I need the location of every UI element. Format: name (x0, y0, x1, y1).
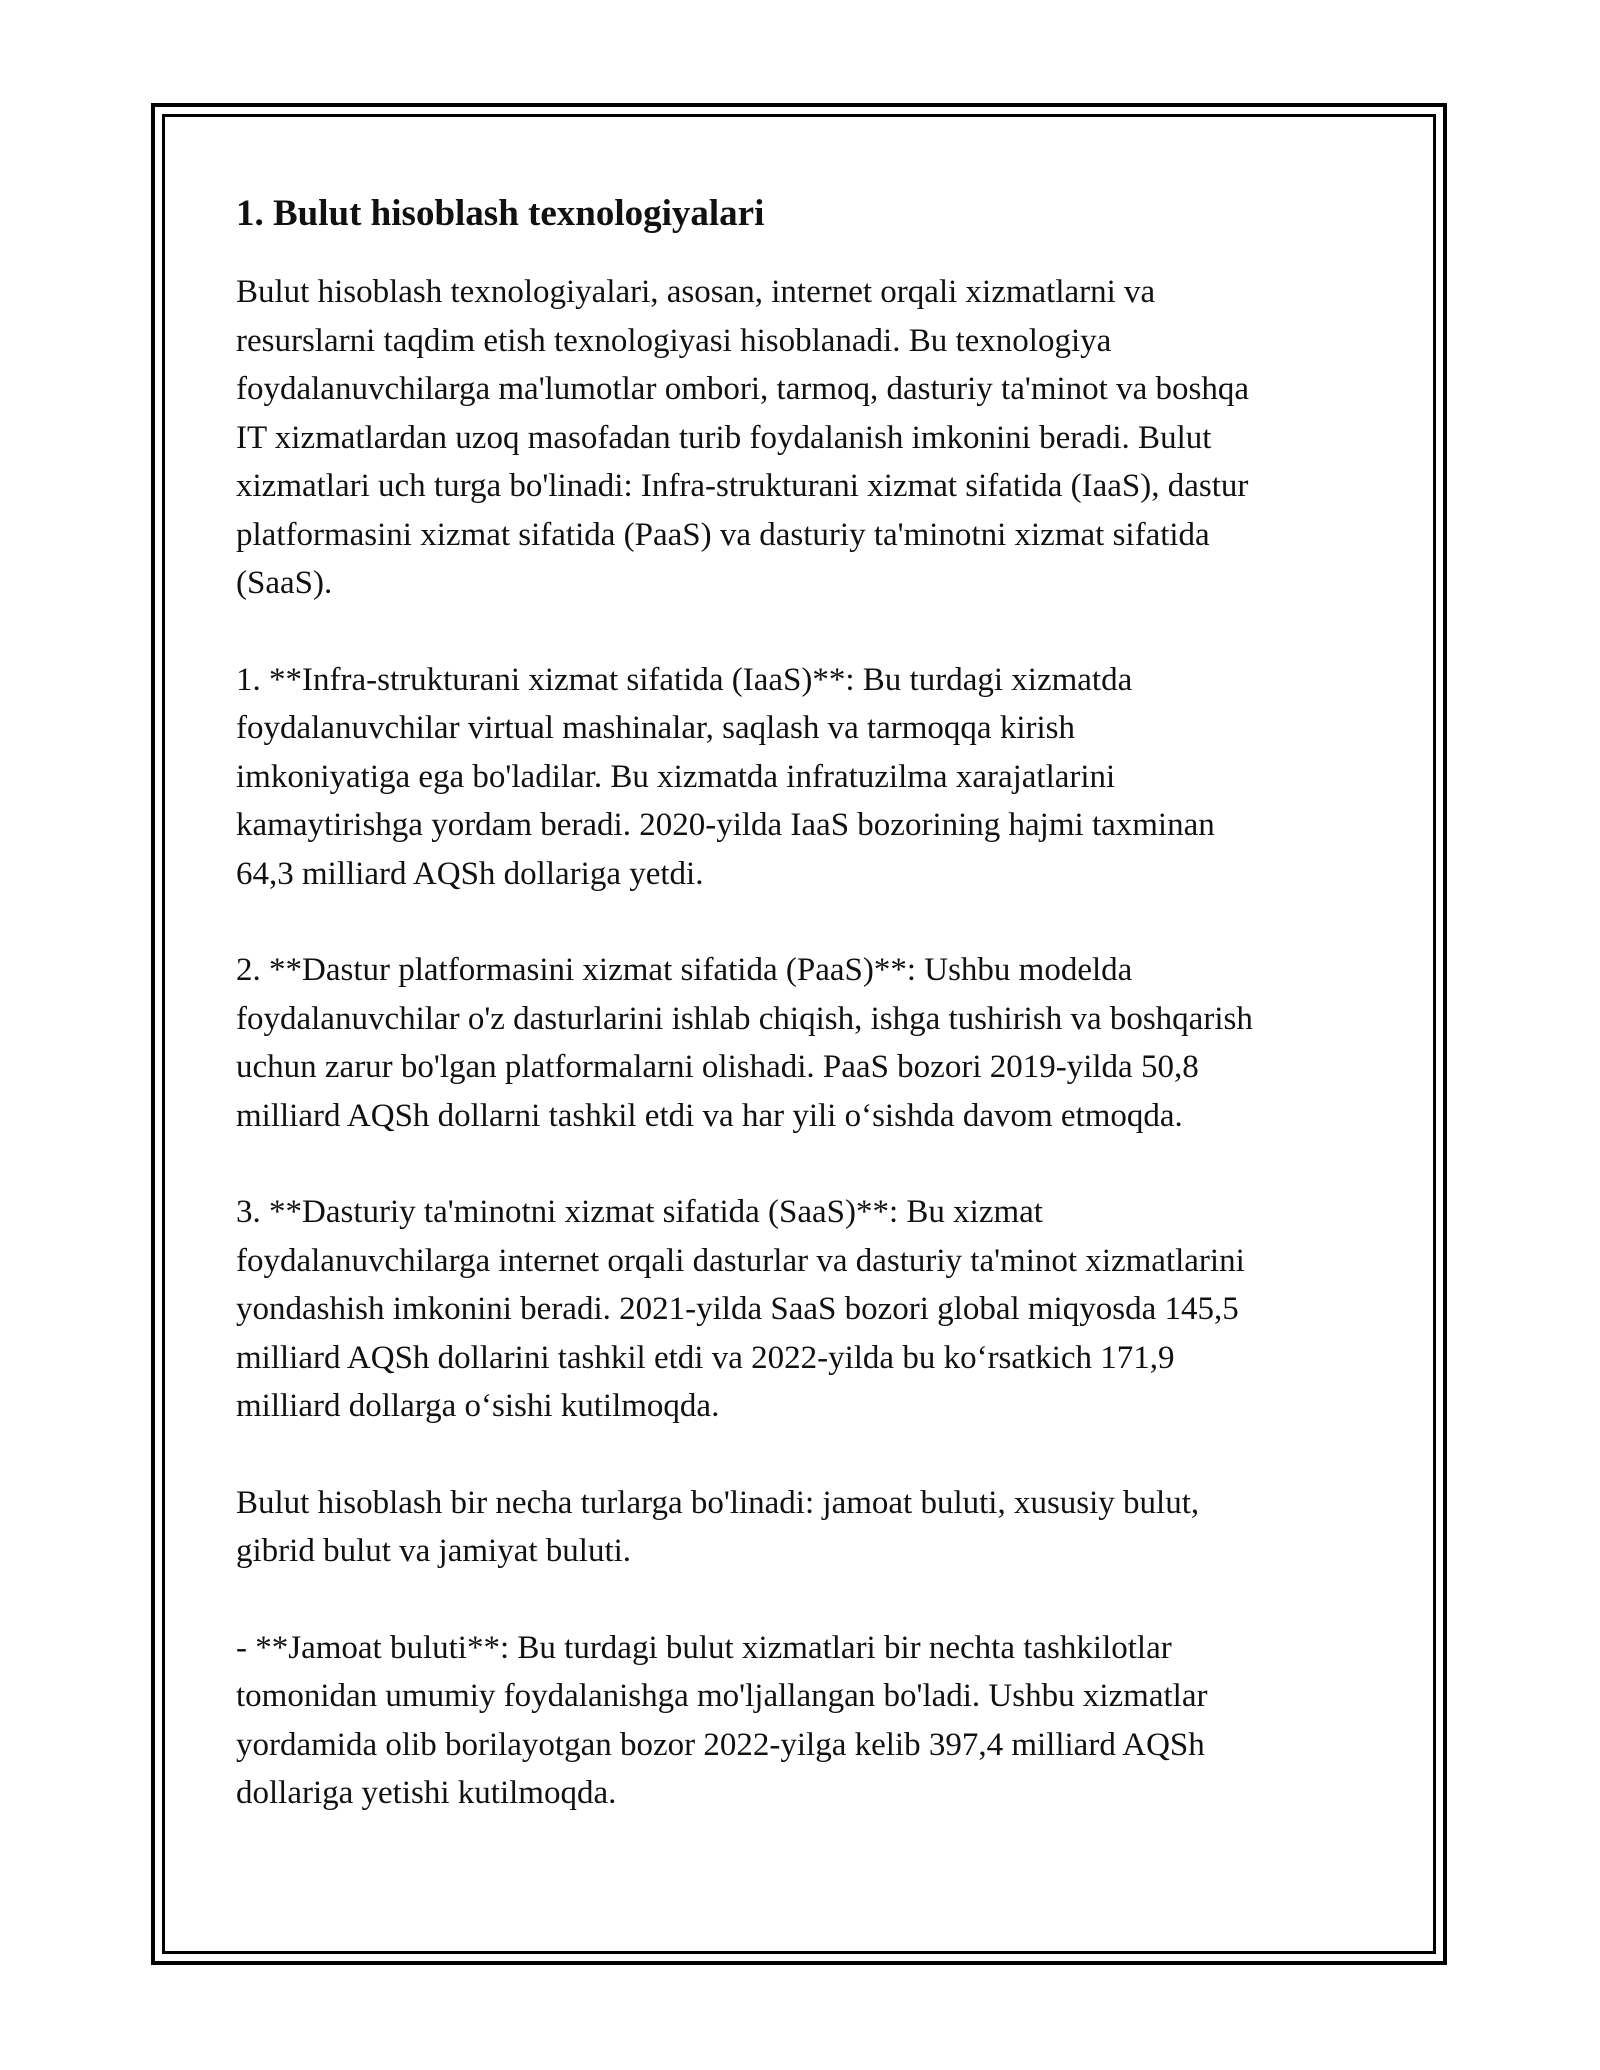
paragraph-public-cloud (236, 1624, 1396, 1818)
text-line: resurslarni taqdim etish texnologiyasi hisoblanadi. Bu texnologiya (236, 322, 1112, 359)
text-line: foydalanuvchilarga ma'lumotlar ombori, tarmoq, dasturiy ta'minot va boshqa (236, 371, 1249, 407)
paragraph-iaas (236, 656, 1396, 899)
text-line: platformasini xizmat sifatida (PaaS) va dasturiy ta'minotni xizmat sifatida (236, 516, 1210, 553)
text-line: dollariga yetishi kutilmoqda. (236, 1775, 617, 1811)
text-line: foydalanuvchilar o'z dasturlarini ishlab chiqish, ishga tushirish va boshqarish (236, 1000, 1253, 1037)
text-line: Bulut hisoblash bir necha turlarga bo'linadi: jamoat buluti, xususiy bulut, (236, 1484, 1200, 1521)
text-line: 1. **Infra-strukturani xizmat sifatida (IaaS)**: Bu turdagi xizmatda (236, 661, 1133, 698)
text-line: gibrid bulut va jamiyat buluti. (236, 1533, 632, 1569)
paragraph-intro (236, 268, 1396, 608)
text-line: yondashish imkonini beradi. 2021-yilda SaaS bozori global miqyosda 145,5 (236, 1291, 1239, 1327)
text-line: (SaaS). (236, 565, 333, 601)
text-line: Bulut hisoblash texnologiyalari, asosan, internet orqali xizmatlarni va (236, 274, 1156, 310)
document-title: 1. Bulut hisoblash texnologiyalari (236, 193, 765, 234)
text-line: tomonidan umumiy foydalanishga mo'ljallangan bo'ladi. Ushbu xizmatlar (236, 1678, 1208, 1714)
text-line: foydalanuvchilar virtual mashinalar, saqlash va tarmoqqa kirish (236, 710, 1076, 746)
text-line: 2. **Dastur platformasini xizmat sifatida (PaaS)**: Ushbu modelda (236, 952, 1133, 988)
text-line: yordamida olib borilayotgan bozor 2022-yilga kelib 397,4 milliard AQSh (236, 1726, 1205, 1763)
text-line: IT xizmatlardan uzoq masofadan turib foydalanish imkonini beradi. Bulut (236, 419, 1212, 456)
text-line: milliard dollarga o‘sishi kutilmoqda. (236, 1388, 720, 1424)
text-line: milliard AQSh dollarni tashkil etdi va har yili o‘sishda davom etmoqda. (236, 1097, 1183, 1134)
text-line: foydalanuvchilarga internet orqali dasturlar va dasturiy ta'minot xizmatlarini (236, 1242, 1245, 1279)
paragraph-paas (236, 946, 1396, 1140)
text-line: - **Jamoat buluti**: Bu turdagi bulut xizmatlari bir nechta tashkilotlar (236, 1629, 1172, 1666)
text-line: imkoniyatiga ega bo'ladilar. Bu xizmatda infratuzilma xarajatlarini (236, 758, 1116, 795)
text-line: 3. **Dasturiy ta'minotni xizmat sifatida (SaaS)**: Bu xizmat (236, 1194, 1043, 1230)
text-line: uchun zarur bo'lgan platformalarni olishadi. PaaS bozori 2019-yilda 50,8 (236, 1049, 1199, 1085)
text-line: 64,3 milliard AQSh dollariga yetdi. (236, 855, 704, 892)
paragraph-saas (236, 1188, 1396, 1431)
text-line: kamaytirishga yordam beradi. 2020-yilda IaaS bozorining hajmi taxminan (236, 807, 1215, 843)
paragraph-cloud-types (236, 1479, 1396, 1576)
text-line: milliard AQSh dollarini tashkil etdi va 2022-yilda bu ko‘rsatkich 171,9 (236, 1339, 1175, 1376)
document-body (236, 182, 1396, 1866)
text-line: xizmatlari uch turga bo'linadi: Infra-strukturani xizmat sifatida (IaaS), dastur (236, 468, 1249, 504)
